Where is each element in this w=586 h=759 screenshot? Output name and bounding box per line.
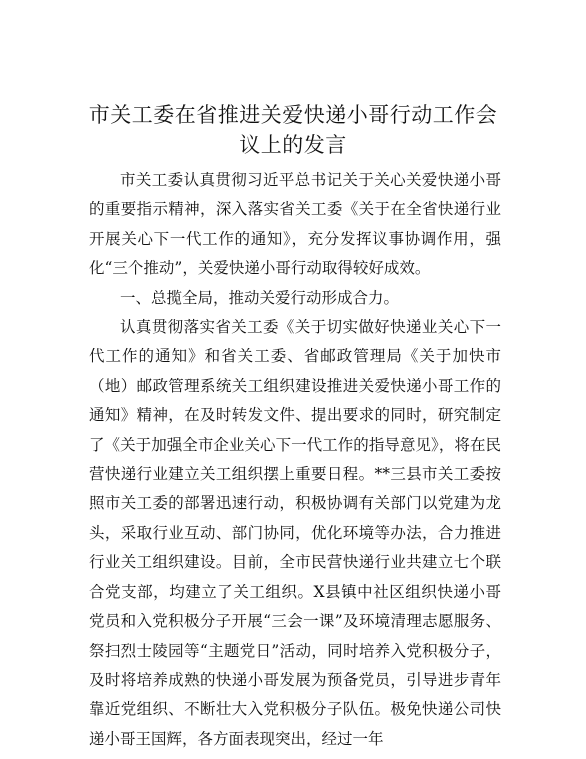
document-title: 市关工委在省推进关爱快递小哥行动工作会议上的发言 [88, 103, 498, 157]
document-body [89, 166, 501, 754]
paragraph-intro: 市关工委认真贯彻习近平总书记关于关心关爱快递小哥的重要指示精神，深入落实省关工委《关于在全省快递行业开展关心下一代工作的通知》，充分发挥议事协调作用，强化“三个推动”，关爱快递小哥行动取得较好成效。 [89, 171, 501, 278]
paragraph-section-1: 认真贯彻落实省关工委《关于切实做好快递业关心下一代工作的通知》和省关工委、省邮政管理局《关于加快市（地）邮政管理系统关工组织建设推进关爱快递小哥工作的通知》精神，在及时转发文件、提出要求的同时，研究制定了《关于加强全市企业关心下一代工作的指导意见》，将在民营快递行业建立关工组织摆上重要日程。**三县市关工委按照市关工委的部署迅速行动，积极协调有关部门以党建为龙头，采取行业互动、部门协同，优化环境等办法，合力推进行业关工组织建设。目前，全市民营快递行业共建立七个联合党支部，均建立了关工组织。X县镇中社区组织快递小哥党员和入党积极分子开展“三会一课”及环境清理志愿服务、祭扫烈士陵园等“主题党日”活动，同时培养入党积极分子，及时将培养成熟的快递小哥发展为预备党员，引导进步青年靠近党组织、不断壮大入党积极分子队伍。极免快递公司快递小哥王国辉，各方面表现突出，经过一年 [89, 318, 501, 748]
section-heading-1: 一、总揽全局，推动关爱行动形成合力。 [120, 288, 400, 307]
